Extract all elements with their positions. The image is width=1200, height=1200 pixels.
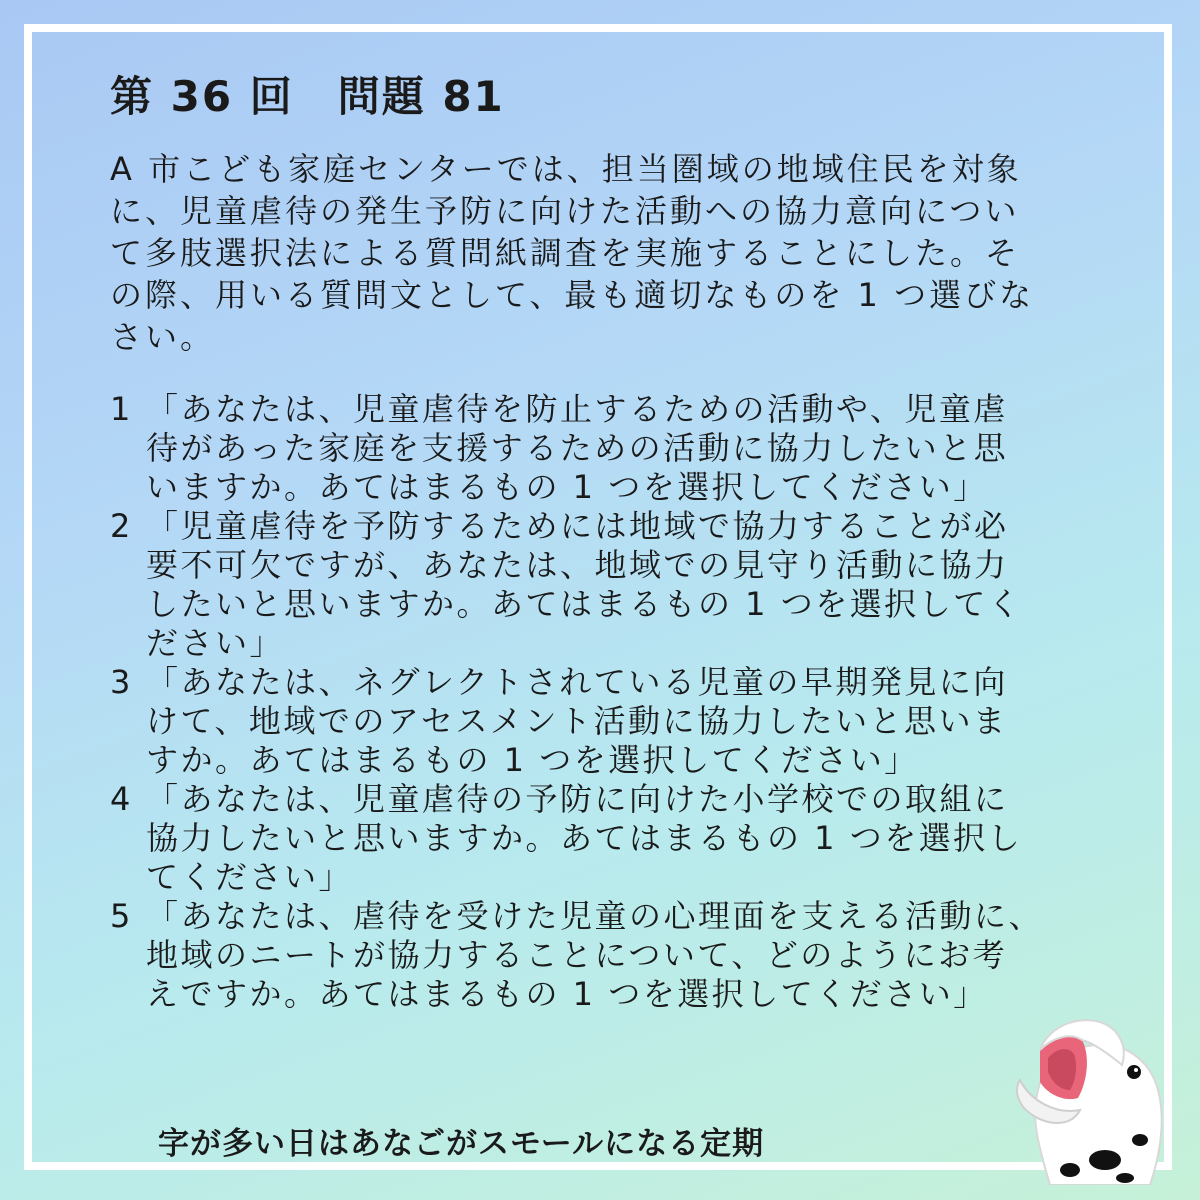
choice-item-5 [110, 897, 1070, 1014]
choice-list [110, 390, 1070, 1014]
page-title: 第 36 回 問題 81 [110, 72, 505, 121]
caption-text: 字が多い日はあなごがスモールになる定期 [158, 1126, 765, 1162]
choice-text: 「あなたは、ネグレクトされている児童の早期発見に向 けて、地域でのアセスメント活動に協力したいと思いま すか。あてはまるもの 1 つを選択してください」 [146, 663, 1008, 779]
choice-number: 1 [110, 390, 133, 428]
question-text: A 市こども家庭センターでは、担当圏域の地域住民を対象 に、児童虐待の発生予防に向けた活動への協力意向につい て多肢選択法による質問紙調査を実施することにした。そ の際、用いる質問文として、最も適切なものを 1 つ選びな さい。 [110, 150, 1035, 356]
choice-number: 5 [110, 897, 133, 935]
choice-number: 3 [110, 663, 133, 701]
choice-text: 「あなたは、児童虐待の予防に向けた小学校での取組に 協力したいと思いますか。あてはまるもの 1 つを選択し てください」 [146, 780, 1023, 896]
choice-item-3 [110, 663, 1070, 780]
choice-number: 4 [110, 780, 133, 818]
choice-item-4 [110, 780, 1070, 897]
choice-number: 2 [110, 507, 133, 545]
choice-text: 「あなたは、虐待を受けた児童の心理面を支える活動に、 地域のニートが協力することについて、どのようにお考 えですか。あてはまるもの 1 つを選択してください」 [146, 897, 1044, 1013]
choice-text: 「児童虐待を予防するためには地域で協力することが必 要不可欠ですが、あなたは、地域での見守り活動に協力 したいと思いますか。あてはまるもの 1 つを選択してく ださい」 [146, 507, 1023, 662]
choice-item-2 [110, 507, 1070, 663]
choice-item-1 [110, 390, 1070, 507]
anago-puppet-icon [1010, 1010, 1170, 1185]
choice-text: 「あなたは、児童虐待を防止するための活動や、児童虐 待があった家庭を支援するための活動に協力したいと思 いますか。あてはまるもの 1 つを選択してください」 [146, 390, 1009, 506]
